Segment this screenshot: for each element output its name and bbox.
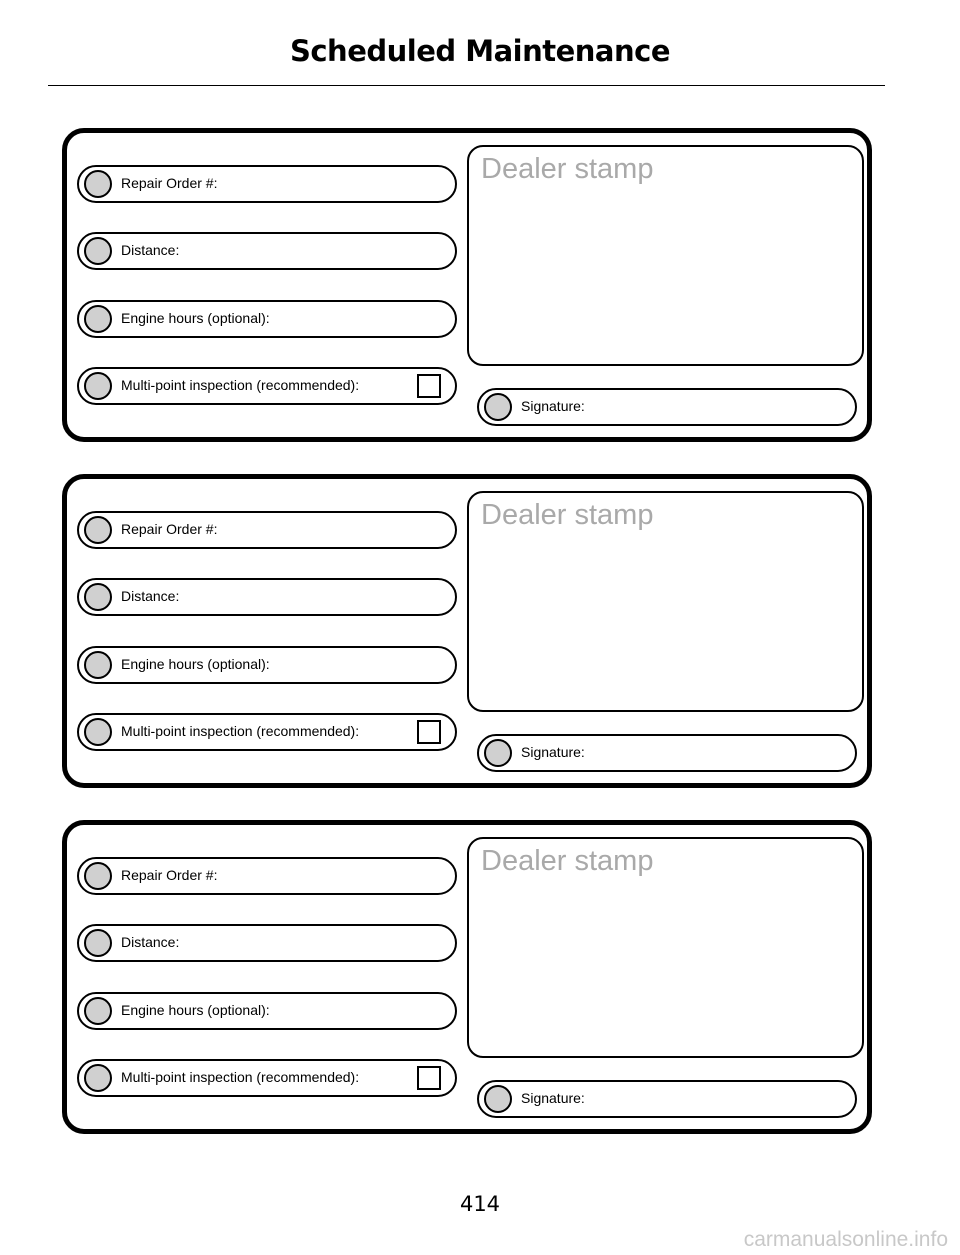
signature-label: Signature: (521, 1090, 585, 1106)
signature-label: Signature: (521, 398, 585, 414)
distance-field[interactable] (77, 232, 457, 270)
dealer-stamp-label: Dealer stamp (481, 845, 654, 877)
inspection-checkbox[interactable] (417, 374, 441, 398)
dealer-stamp-box (467, 145, 864, 366)
engine-hours-label: Engine hours (optional): (121, 1002, 270, 1018)
bullet-icon (484, 739, 512, 767)
inspection-label: Multi-point inspection (recommended): (121, 723, 360, 739)
signature-field[interactable] (477, 388, 857, 426)
title-divider (48, 85, 885, 86)
distance-label: Distance: (121, 242, 180, 258)
bullet-icon (84, 718, 112, 746)
bullet-icon (84, 516, 112, 544)
maintenance-record-card-2 (62, 474, 872, 788)
repair-order-label: Repair Order #: (121, 175, 218, 191)
bullet-icon (84, 862, 112, 890)
distance-label: Distance: (121, 934, 180, 950)
maintenance-record-card-1 (62, 128, 872, 442)
inspection-field (77, 1059, 457, 1097)
bullet-icon (84, 170, 112, 198)
distance-field[interactable] (77, 578, 457, 616)
distance-field[interactable] (77, 924, 457, 962)
dealer-stamp-label: Dealer stamp (481, 153, 654, 185)
engine-hours-field[interactable] (77, 992, 457, 1030)
bullet-icon (84, 237, 112, 265)
inspection-field (77, 713, 457, 751)
dealer-stamp-box (467, 837, 864, 1058)
signature-label: Signature: (521, 744, 585, 760)
engine-hours-label: Engine hours (optional): (121, 656, 270, 672)
bullet-icon (484, 1085, 512, 1113)
repair-order-field[interactable] (77, 165, 457, 203)
inspection-checkbox[interactable] (417, 720, 441, 744)
signature-field[interactable] (477, 734, 857, 772)
bullet-icon (84, 1064, 112, 1092)
bullet-icon (84, 583, 112, 611)
repair-order-label: Repair Order #: (121, 867, 218, 883)
bullet-icon (84, 372, 112, 400)
bullet-icon (84, 651, 112, 679)
maintenance-record-card-3 (62, 820, 872, 1134)
repair-order-field[interactable] (77, 857, 457, 895)
page-number: 414 (459, 1192, 501, 1216)
page-title: Scheduled Maintenance (289, 34, 671, 68)
bullet-icon (84, 929, 112, 957)
bullet-icon (484, 393, 512, 421)
inspection-label: Multi-point inspection (recommended): (121, 1069, 360, 1085)
inspection-field (77, 367, 457, 405)
bullet-icon (84, 997, 112, 1025)
dealer-stamp-label: Dealer stamp (481, 499, 654, 531)
engine-hours-label: Engine hours (optional): (121, 310, 270, 326)
repair-order-field[interactable] (77, 511, 457, 549)
bullet-icon (84, 305, 112, 333)
dealer-stamp-box (467, 491, 864, 712)
signature-field[interactable] (477, 1080, 857, 1118)
engine-hours-field[interactable] (77, 300, 457, 338)
watermark: carmanualsonline.info (743, 1228, 948, 1251)
distance-label: Distance: (121, 588, 180, 604)
repair-order-label: Repair Order #: (121, 521, 218, 537)
engine-hours-field[interactable] (77, 646, 457, 684)
inspection-label: Multi-point inspection (recommended): (121, 377, 360, 393)
inspection-checkbox[interactable] (417, 1066, 441, 1090)
